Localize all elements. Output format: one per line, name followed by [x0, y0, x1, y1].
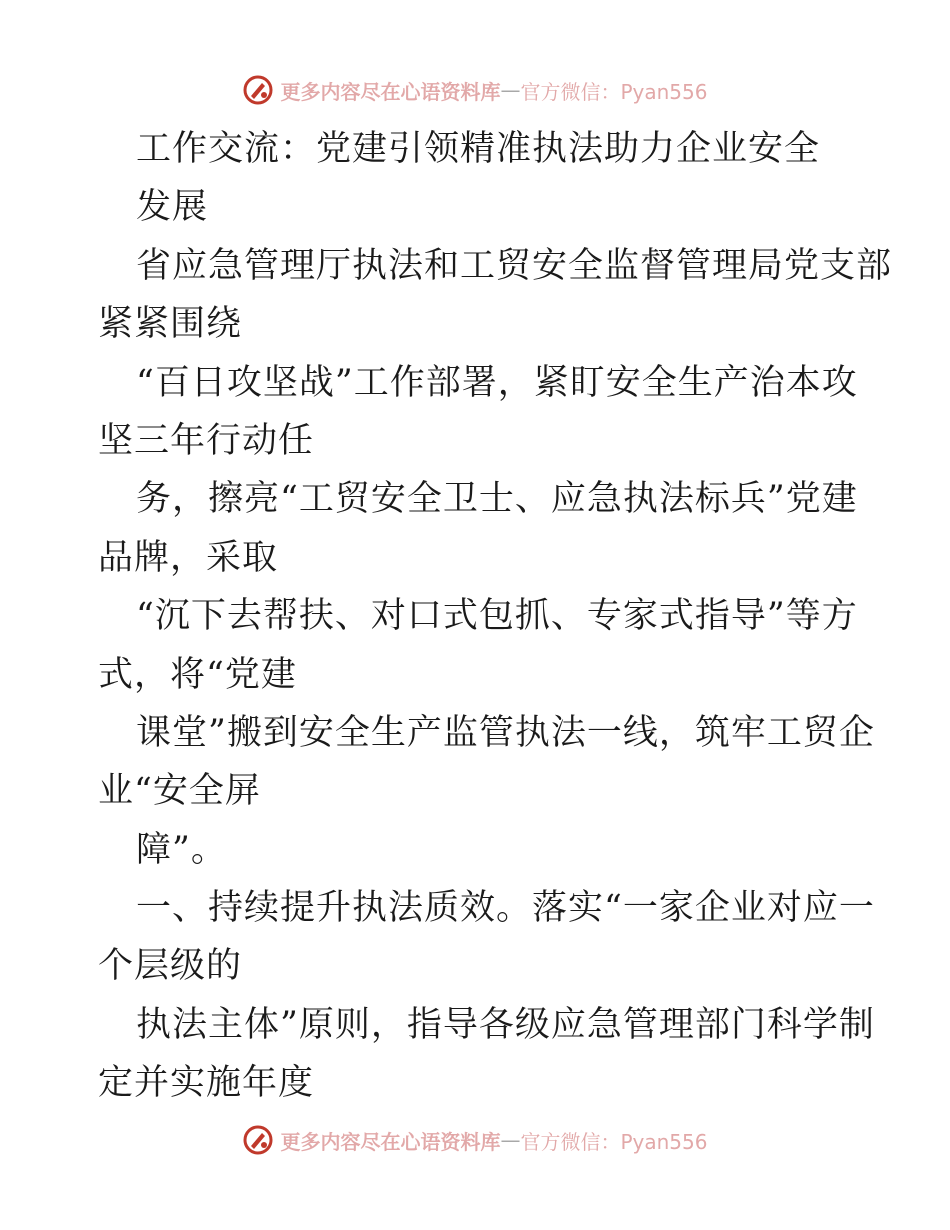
document-title-line-2: 发展	[136, 187, 209, 228]
paragraph-line: 务，擦亮“工贸安全卫士、应急执法标兵”党建	[136, 479, 858, 520]
header-watermark	[0, 70, 950, 110]
brand-logo-icon	[242, 1124, 274, 1156]
watermark-separator: —	[500, 1128, 521, 1152]
paragraph-line: 课堂”搬到安全生产监管执法一线，筑牢工贸企	[136, 712, 875, 753]
document-body	[98, 120, 893, 1113]
paragraph-line: 坚三年行动任	[98, 420, 315, 461]
paragraph-line: 紧紧围绕	[98, 304, 243, 345]
paragraph-line: 定并实施年度	[98, 1063, 315, 1104]
footer-watermark	[0, 1120, 950, 1160]
document-title-line-1: 工作交流：党建引领精准执法助力企业安全	[136, 129, 821, 169]
paragraph-line: 业“安全屏	[98, 771, 261, 812]
watermark-contact-text: 官方微信：Pyan556	[520, 79, 708, 104]
paragraph-line: 省应急管理厅执法和工贸安全监督管理局党支部	[136, 245, 893, 286]
watermark-separator: —	[500, 78, 521, 102]
watermark-brand-text: 更多内容尽在心语资料库	[280, 1129, 501, 1154]
paragraph-line: 式，将“党建	[98, 654, 297, 695]
paragraph-line: 执法主体”原则，指导各级应急管理部门科学制	[136, 1004, 875, 1045]
paragraph-line: 障”。	[136, 829, 227, 870]
brand-logo-icon	[242, 74, 274, 106]
watermark-brand-text: 更多内容尽在心语资料库	[280, 79, 501, 104]
paragraph-line: “百日攻坚战”工作部署，紧盯安全生产治本攻	[136, 362, 858, 403]
section-heading-line: 一、持续提升执法质效。落实“一家企业对应一	[136, 888, 875, 929]
paragraph-line: “沉下去帮扶、对口式包抓、专家式指导”等方	[136, 596, 858, 637]
watermark-contact-text: 官方微信：Pyan556	[520, 1129, 708, 1154]
paragraph-line: 品牌，采取	[98, 537, 279, 578]
paragraph-line: 个层级的	[98, 946, 243, 987]
